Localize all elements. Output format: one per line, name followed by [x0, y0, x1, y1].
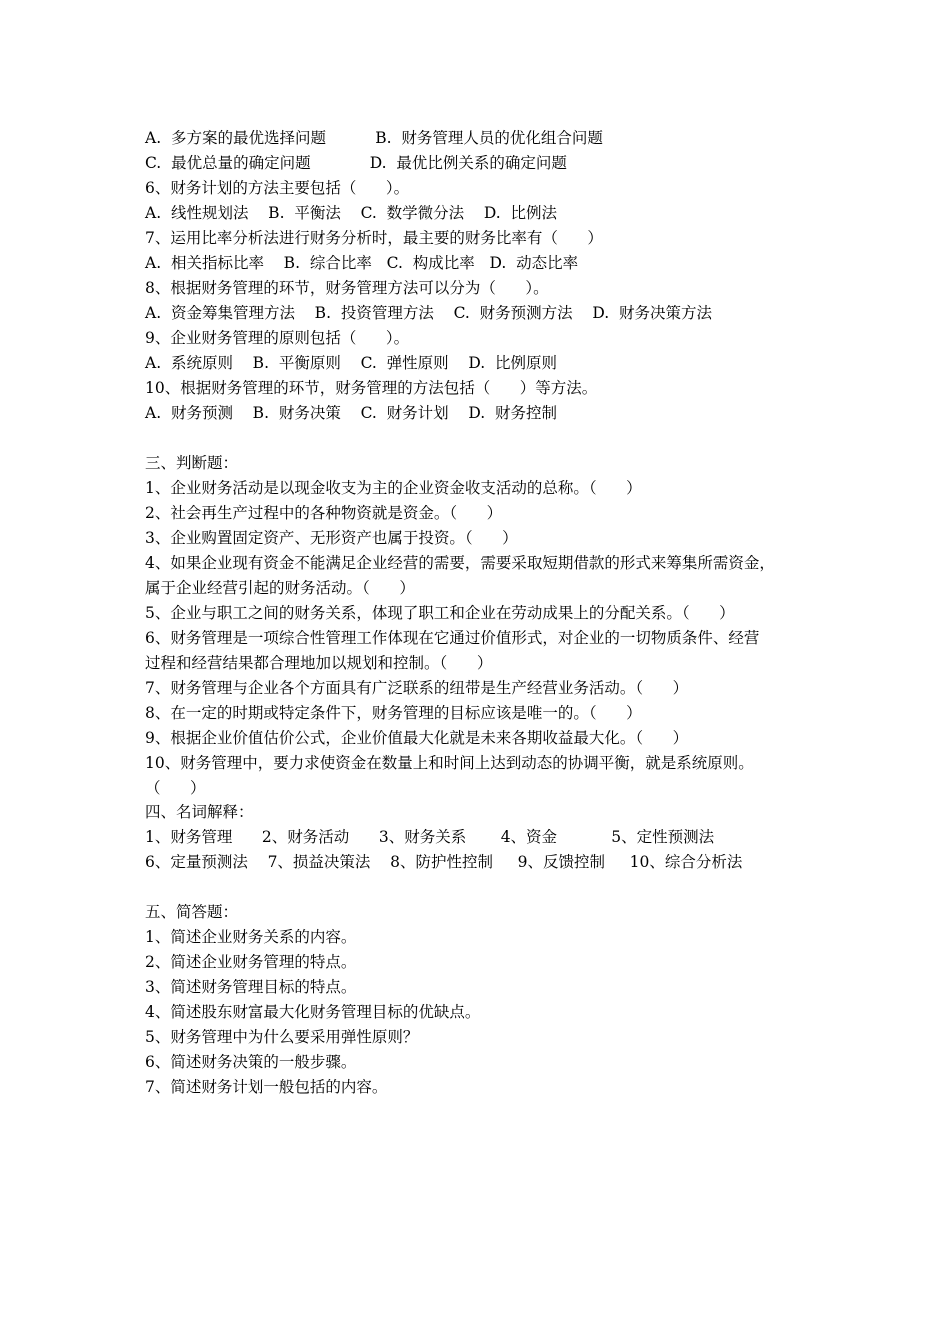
question-line: 10、根据财务管理的环节，财务管理的方法包括（ ）等方法。	[145, 379, 598, 397]
judgment-item-cont: （ ）	[145, 779, 206, 797]
option-line: A. 线性规划法 B. 平衡法 C. 数学微分法 D. 比例法	[145, 204, 558, 222]
judgment-item: 7、财务管理与企业各个方面具有广泛联系的纽带是生产经营业务活动。（ ）	[145, 679, 689, 697]
judgment-item: 9、根据企业价值估价公式，企业价值最大化就是未来各期收益最大化。（ ）	[145, 729, 689, 747]
judgment-item-cont: 属于企业经营引起的财务活动。（ ）	[145, 579, 415, 597]
judgment-item: 8、在一定的时期或特定条件下，财务管理的目标应该是唯一的。（ ）	[145, 704, 642, 722]
judgment-item: 4、如果企业现有资金不能满足企业经营的需要，需要采取短期借款的形式来筹集所需资金，	[145, 554, 775, 572]
option-line: A. 系统原则 B. 平衡原则 C. 弹性原则 D. 比例原则	[145, 354, 558, 372]
question-line: 8、根据财务管理的环节，财务管理方法可以分为（ ）。	[145, 279, 549, 297]
option-line: A. 相关指标比率 B. 综合比率 C. 构成比率 D. 动态比率	[145, 254, 579, 272]
judgment-item: 5、企业与职工之间的财务关系，体现了职工和企业在劳动成果上的分配关系。（ ）	[145, 604, 735, 622]
short-answer-item: 5、财务管理中为什么要采用弹性原则？	[145, 1028, 419, 1046]
short-answer-item: 4、简述股东财富最大化财务管理目标的优缺点。	[145, 1003, 481, 1021]
option-line: A. 多方案的最优选择问题 B. 财务管理人员的优化组合问题	[145, 129, 603, 147]
terms-row: 6、定量预测法 7、损益决策法 8、防护性控制 9、反馈控制 10、综合分析法	[145, 853, 743, 871]
question-line: 9、企业财务管理的原则包括（ ）。	[145, 329, 410, 347]
judgment-item: 1、企业财务活动是以现金收支为主的企业资金收支活动的总称。（ ）	[145, 479, 642, 497]
question-line: 7、运用比率分析法进行财务分析时，最主要的财务比率有（ ）	[145, 229, 603, 247]
judgment-item-cont: 过程和经营结果都合理地加以规划和控制。（ ）	[145, 654, 493, 672]
judgment-item: 6、财务管理是一项综合性管理工作体现在它通过价值形式，对企业的一切物质条件、经营	[145, 629, 760, 647]
section-heading-short-answer: 五、简答题：	[145, 903, 239, 921]
judgment-item: 10、财务管理中，要力求使资金在数量上和时间上达到动态的协调平衡，就是系统原则。	[145, 754, 754, 772]
judgment-item: 2、社会再生产过程中的各种物资就是资金。（ ）	[145, 504, 503, 522]
short-answer-item: 6、简述财务决策的一般步骤。	[145, 1053, 357, 1071]
option-line: C. 最优总量的确定问题 D. 最优比例关系的确定问题	[145, 154, 567, 172]
short-answer-item: 3、简述财务管理目标的特点。	[145, 978, 357, 996]
option-line: A. 资金筹集管理方法 B. 投资管理方法 C. 财务预测方法 D. 财务决策方法	[145, 304, 713, 322]
judgment-item: 3、企业购置固定资产、无形资产也属于投资。（ ）	[145, 529, 518, 547]
short-answer-item: 1、简述企业财务关系的内容。	[145, 928, 357, 946]
question-line: 6、财务计划的方法主要包括（ ）。	[145, 179, 410, 197]
section-heading-judgment: 三、判断题：	[145, 454, 239, 472]
terms-row: 1、财务管理 2、财务活动 3、财务关系 4、资金 5、定性预测法	[145, 828, 715, 846]
short-answer-item: 7、简述财务计划一般包括的内容。	[145, 1078, 388, 1096]
short-answer-item: 2、简述企业财务管理的特点。	[145, 953, 357, 971]
section-heading-terms: 四、名词解释：	[145, 803, 254, 821]
option-line: A. 财务预测 B. 财务决策 C. 财务计划 D. 财务控制	[145, 404, 558, 422]
